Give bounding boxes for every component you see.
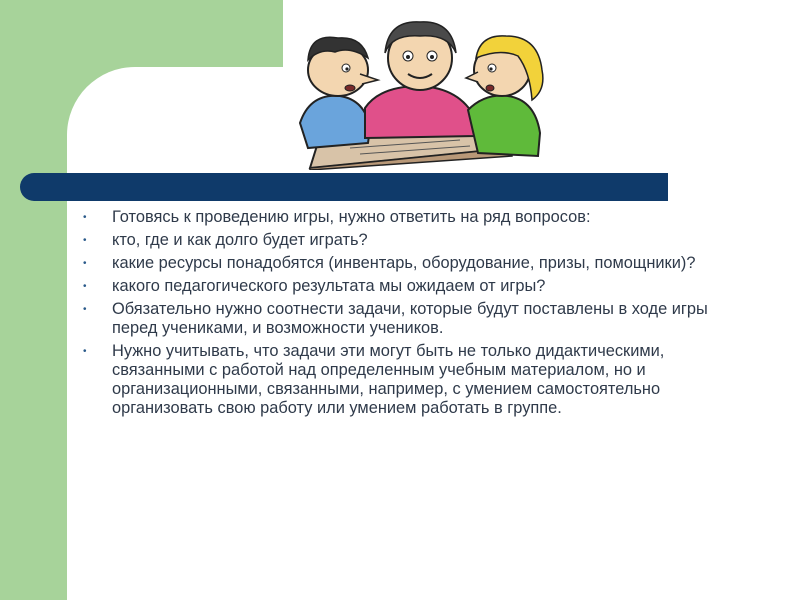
- bullet-dot-icon: •: [83, 212, 87, 223]
- middle-person-body: [365, 86, 475, 138]
- three-people-discussing-illustration: [280, 8, 560, 170]
- bullet-item: • какие ресурсы понадобятся (инвентарь, оборудование, призы, помощники)?: [83, 254, 696, 272]
- bullet-item: • Готовясь к проведению игры, нужно ответить на ряд вопросов:: [83, 208, 591, 226]
- bullet-dot-icon: •: [83, 346, 87, 357]
- bullet-dot-icon: •: [83, 258, 87, 269]
- title-bar: [20, 173, 668, 201]
- bullet-item: • Нужно учитывать, что задачи эти могут быть не только дидактическими, связанными с работой над определенным учебным материалом, но и организационными, связанными, например, с умением самостоятельно организовать свою работу или умением работать в группе.: [83, 342, 665, 417]
- bullet-item: • кто, где и как долго будет играть?: [83, 231, 368, 249]
- bullet-dot-icon: •: [83, 235, 87, 246]
- bullet-dot-icon: •: [83, 304, 87, 315]
- right-person-body: [468, 96, 540, 156]
- bullet-item: • Обязательно нужно соотнести задачи, которые будут поставлены в ходе игры перед учениками, и возможности учеников.: [83, 300, 708, 337]
- bullet-list: [82, 208, 742, 422]
- bullet-dot-icon: •: [83, 281, 87, 292]
- bullet-item: • какого педагогического результата мы ожидаем от игры?: [83, 277, 546, 295]
- left-person-body: [300, 96, 370, 148]
